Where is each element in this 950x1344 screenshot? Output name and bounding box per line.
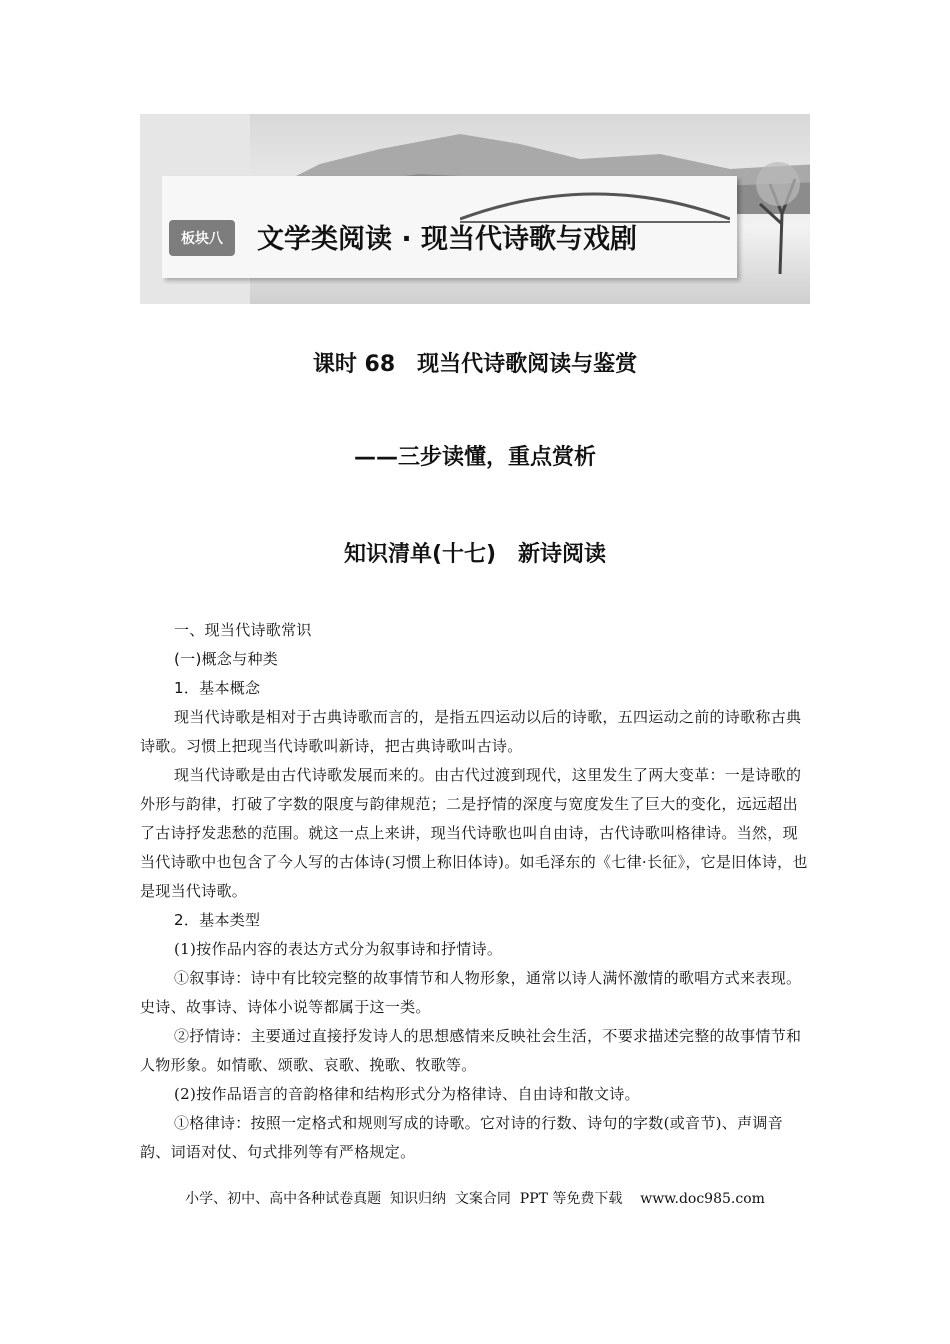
section-title: 文学类阅读 · 现当代诗歌与戏剧 bbox=[257, 224, 638, 255]
paragraph: ①叙事诗：诗中有比较完整的故事情节和人物形象，通常以诗人满怀激情的歌唱方式来表现。史诗、故事诗、诗体小说等都属于这一类。 bbox=[140, 969, 802, 1016]
page-footer: 小学、初中、高中各种试卷真题 知识归纳 文案合同 PPT 等免费下载 www.doc985.com bbox=[185, 1191, 765, 1207]
paragraph: (1)按作品内容的表达方式分为叙事诗和抒情诗。 bbox=[174, 940, 503, 958]
item-heading: 2．基本类型 bbox=[174, 911, 261, 929]
lesson-subtitle: ——三步读懂，重点赏析 bbox=[353, 445, 596, 470]
paragraph: 现当代诗歌是相对于古典诗歌而言的，是指五四运动以后的诗歌，五四运动之前的诗歌称古典诗歌。习惯上把现当代诗歌叫新诗，把古典诗歌叫古诗。 bbox=[140, 708, 802, 755]
section-banner bbox=[140, 114, 810, 304]
paragraph: (2)按作品语言的音韵格律和结构形式分为格律诗、自由诗和散文诗。 bbox=[174, 1085, 640, 1103]
item-heading: 1．基本概念 bbox=[174, 679, 261, 697]
paragraph: ①格律诗：按照一定格式和规则写成的诗歌。它对诗的行数、诗句的字数(或音节)、声调音韵、词语对仗、句式排列等有严格规定。 bbox=[140, 1114, 784, 1161]
bridge-image bbox=[460, 174, 730, 234]
section-tag: 板块八 bbox=[169, 220, 235, 256]
document-body bbox=[140, 616, 810, 1167]
paragraph: ②抒情诗：主要通过直接抒发诗人的思想感情来反映社会生活，不要求描述完整的故事情节和人物形象。如情歌、颂歌、哀歌、挽歌、牧歌等。 bbox=[140, 1027, 802, 1074]
tree-image bbox=[740, 144, 810, 274]
section-heading: 一、现当代诗歌常识 bbox=[174, 621, 312, 639]
knowledge-list-title: 知识清单(十七) 新诗阅读 bbox=[343, 542, 607, 567]
paragraph: 现当代诗歌是由古代诗歌发展而来的。由古代过渡到现代，这里发生了两大变革：一是诗歌的外形与韵律，打破了字数的限度与韵律规范；二是抒情的深度与宽度发生了巨大的变化，远远超出了古诗抒发悲愁的范围。就这一点上来讲，现当代诗歌也叫自由诗，古代诗歌叫格律诗。当然，现当代诗歌中也包含了今人写的古体诗(习惯上称旧体诗)。如毛泽东的《七律·长征》，它是旧体诗，也是现当代诗歌。 bbox=[140, 766, 808, 900]
subsection-heading: (一)概念与种类 bbox=[174, 650, 279, 668]
lesson-title: 课时 68 现当代诗歌阅读与鉴赏 bbox=[312, 352, 638, 377]
